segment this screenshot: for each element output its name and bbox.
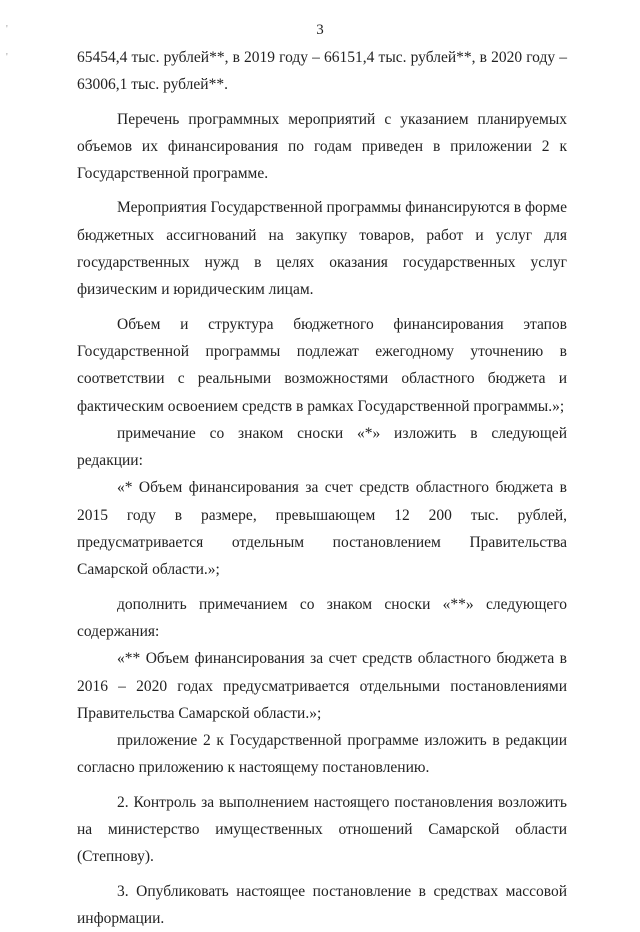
scan-margin-mark: ' (6, 24, 8, 35)
paragraph-note-double-star-text: «** Объем финансирования за счет средств областного бюджета в 2016 – 2020 годах предусматривается отдельными постановлениями Правительства Самарской области.»; (77, 650, 567, 722)
paragraph-budget-structure: Объем и структура бюджетного финансирования этапов Государственной программы подлежат ежегодному уточнению в соответствии с реальными возможностями областного бюджета и фактическим освоением средств в рамках Государственной программы.»; (77, 315, 567, 415)
paragraph-note-double-star-intro: дополнить примечанием со знаком сноски «**» следующего содержания: (77, 595, 567, 640)
page-number: 3 (316, 22, 324, 38)
paragraph-appendix-2: приложение 2 к Государственной программе изложить в редакции согласно приложению к настоящему постановлению. (77, 732, 567, 777)
paragraph-activities-financing: Мероприятия Государственной программы финансируются в форме бюджетных ассигнований на закупку товаров, работ и услуг для государственных нужд в целях оказания государственных услуг физическим и юридическим лицам. (77, 199, 567, 299)
paragraph-item-3: 3. Опубликовать настоящее постановление в средствах массовой информации. (77, 882, 567, 927)
paragraph-funding-tail: 65454,4 тыс. рублей**, в 2019 году – 66151,4 тыс. рублей**, в 2020 году – 63006,1 тыс. рублей**. (77, 49, 567, 94)
paragraph-note-star-intro: примечание со знаком сноски «*» изложить в следующей редакции: (77, 424, 567, 470)
paragraph-activities-list: Перечень программных мероприятий с указанием планируемых объемов их финансирования по годам приведен в приложении 2 к Государственной программе. (77, 110, 567, 183)
scan-margin-mark: ' (6, 52, 8, 63)
paragraph-note-star-text: «* Объем финансирования за счет средств областного бюджета в 2015 году в размере, превышающем 12 200 тыс. рублей, предусматривается отдельным постановлением Правительства Самарской области.»; (77, 479, 567, 579)
paragraph-item-2: 2. Контроль за выполнением настоящего постановления возложить на министерство имущественных отношений Самарской области (Степнову). (77, 793, 567, 866)
document-body (77, 44, 567, 932)
